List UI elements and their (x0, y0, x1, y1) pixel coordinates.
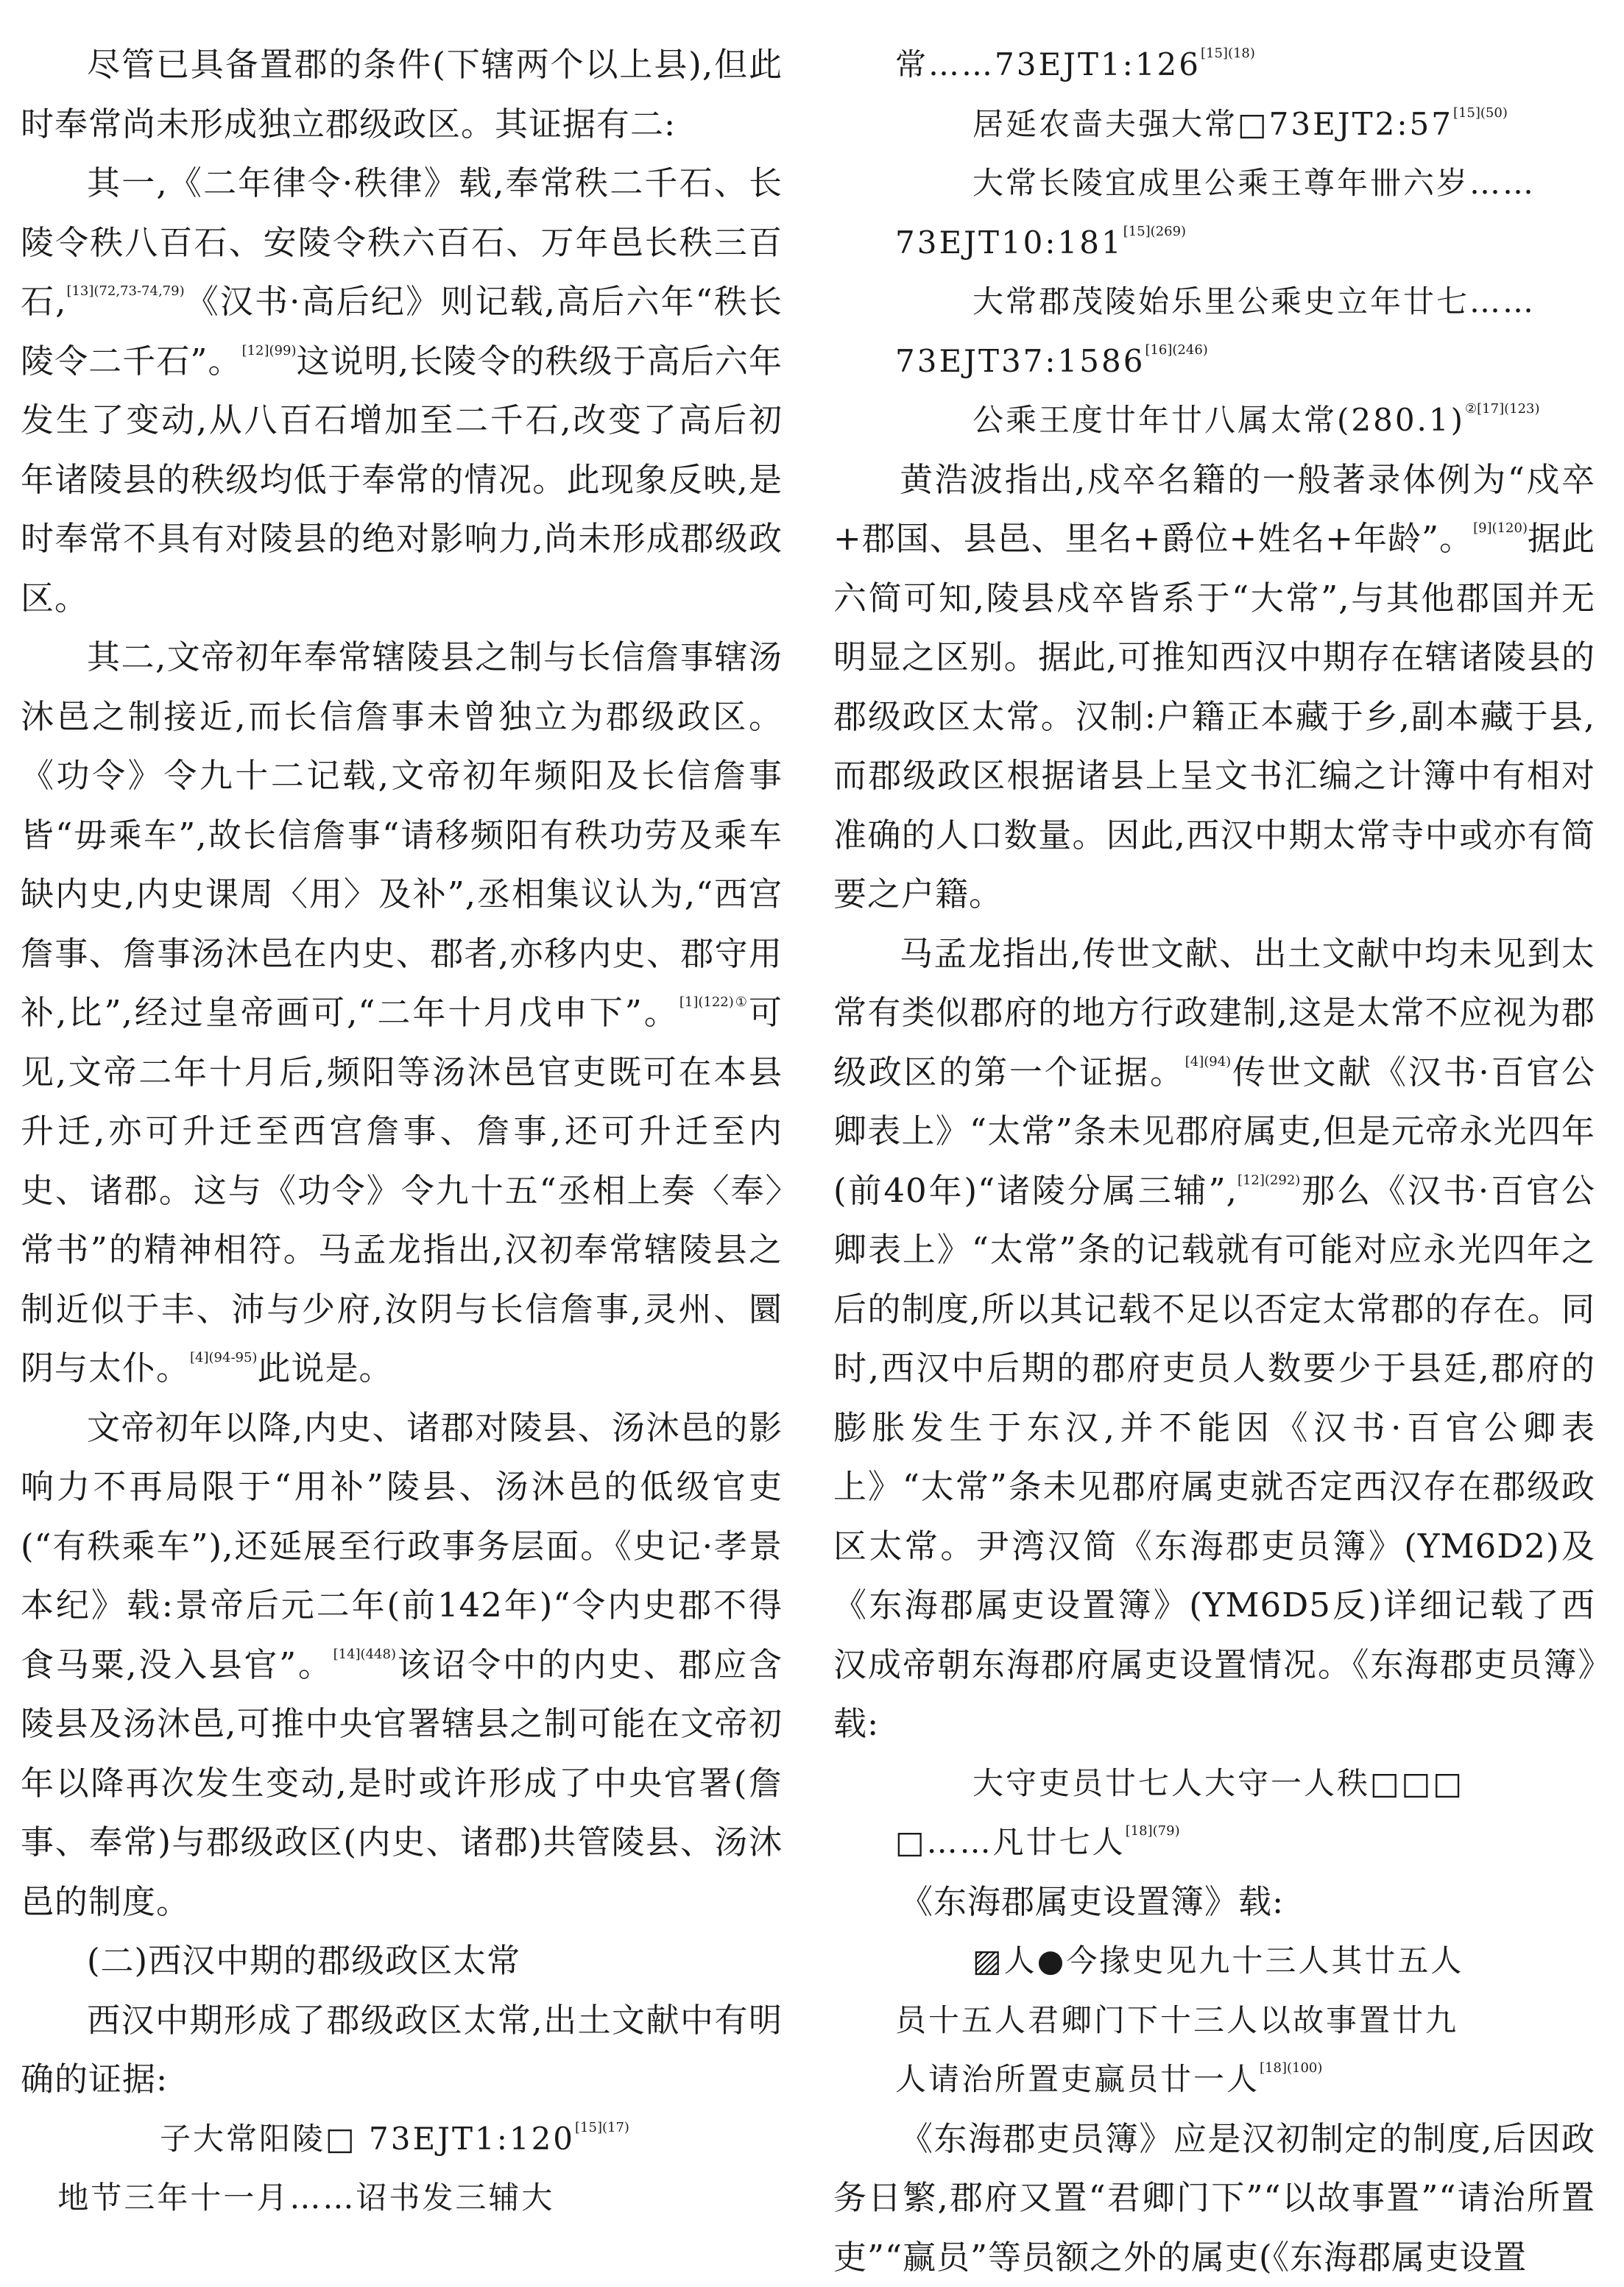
quoted-slip-line: 大常长陵宜成里公乘王尊年卌六岁…… (833, 154, 1595, 213)
paragraph: 其一,《二年律令·秩律》载,奉常秩二千石、长陵令秩八百石、安陵令秩六百石、万年邑长秩三百石,$^{[13](72,73-74,79)}$《汉书·高后纪》则记载,高后六年“秩长陵令二千石”。$^{[12](99)}$这说明,长陵令的秩级于高后六年发生了变动,从八百石增加至二千石,改变了高后初年诸陵县的秩级均低于奉常的情况。此现象反映,是时奉常不具有对陵县的绝对影响力,尚未形成郡级政区。 (21, 154, 783, 628)
citation-superscript: [15](17) (575, 2120, 629, 2135)
citation-superscript: [12](292) (1238, 1173, 1300, 1188)
paragraph: 其二,文帝初年奉常辖陵县之制与长信詹事辖汤沐邑之制接近,而长信詹事未曾独立为郡级政区。《功令》令九十二记载,文帝初年频阳及长信詹事皆“毋乘车”,故长信詹事“请移频阳有秩功劳及乘车缺内史,内史课周〈用〉及补”,丞相集议认为,“西宫詹事、詹事汤沐邑在内史、郡者,亦移内史、郡守用补,比”,经过皇帝画可,“二年十月戊申下”。$^{[1](122)①}$可见,文帝二年十月后,频阳等汤沐邑官吏既可在本县升迁,亦可升迁至西宫詹事、詹事,还可升迁至内史、诸郡。这与《功令》令九十五“丞相上奏〈奉〉常书”的精神相符。马孟龙指出,汉初奉常辖陵县之制近似于丰、沛与少府,汝阴与长信詹事,灵州、圜阴与太仆。$^{[4](94-95)}$此说是。 (21, 628, 783, 1399)
quoted-slip-line: 子大常阳陵□ $73EJT1:120^{[15](17)}$ (21, 2110, 783, 2169)
quoted-slip-line: 地节三年十一月……诏书发三辅大 (21, 2168, 783, 2228)
citation-superscript: [15](18) (1201, 46, 1255, 61)
quoted-slip-line: $73EJT10:181^{[15](269)}$ (833, 213, 1595, 273)
section-heading: (二)西汉中期的郡级政区太常 (21, 1931, 783, 1991)
citation-superscript: [15](269) (1123, 224, 1186, 239)
citation-superscript: ②[17](123) (1465, 401, 1540, 417)
quoted-slip-line: 员十五人君卿门下十三人以故事置廿九 (833, 1991, 1595, 2051)
quoted-slip-line: $73EJT37:1586^{[16](246)}$ (833, 332, 1595, 392)
citation-superscript: [18](100) (1260, 2060, 1322, 2076)
quoted-slip-line: □……凡廿七人$^{[18](79)}$ (833, 1813, 1595, 1873)
quoted-slip-line: 大常郡茂陵始乐里公乘史立年廿七…… (833, 272, 1595, 332)
paragraph: 黄浩波指出,戍卒名籍的一般著录体例为“戍卒+郡国、县邑、里名+爵位+姓名+年龄”。$^{[9](120)}$据此六简可知,陵县戍卒皆系于“大常”,与其他郡国并无明显之区别。据此,可推知西汉中期存在辖诸陵县的郡级政区太常。汉制:户籍正本藏于乡,副本藏于县,而郡级政区根据诸县上呈文书汇编之计簿中有相对准确的人口数量。因此,西汉中期太常寺中或亦有简要之户籍。 (833, 450, 1595, 925)
citation-superscript: [12](99) (242, 343, 297, 358)
quoted-slip-line: ▨人●今掾史见九十三人其廿五人 (833, 1931, 1595, 1991)
quoted-slip-line: 常$\dots\dots 73EJT1:126^{[15](18)}$ (833, 35, 1595, 95)
section-heading: 《东海郡属吏设置簿》载: (833, 1873, 1595, 1932)
quoted-slip-line: 居延农啬夫强大常$□73EJT2:57^{[15](50)}$ (833, 95, 1595, 155)
citation-superscript: [9](120) (1473, 520, 1528, 536)
paragraph: 文帝初年以降,内史、诸郡对陵县、汤沐邑的影响力不再局限于“用补”陵县、汤沐邑的低级官吏(“有秩乘车”),还延展至行政事务层面。《史记·孝景本纪》载:景帝后元二年(前142年)“令内史郡不得食马粟,没入县官”。$^{[14](448)}$该诏令中的内史、郡应含陵县及汤沐邑,可推中央官署辖县之制可能在文帝初年以降再次发生变动,是时或许形成了中央官署(詹事、奉常)与郡级政区(内史、诸郡)共管陵县、汤沐邑的制度。 (21, 1399, 783, 1932)
paragraph: 《东海郡吏员簿》应是汉初制定的制度,后因政务日繁,郡府又置“君卿门下”“以故事置”“请治所置吏”“赢员”等员额之外的属吏(《东海郡属吏设置 (833, 2110, 1595, 2287)
left-column (21, 35, 783, 2228)
citation-superscript: [14](448) (333, 1647, 396, 1662)
citation-superscript: [18](79) (1126, 1823, 1180, 1839)
quoted-slip-line: 人请治所置吏赢员廿一人$^{[18](100)}$ (833, 2050, 1595, 2110)
citation-superscript: [16](246) (1145, 342, 1207, 358)
right-column (833, 35, 1595, 2287)
quoted-slip-line: 公乘王度廿年廿八属太常$(280.1)^{②[17](123)}$ (833, 391, 1595, 450)
citation-superscript: [1](122)① (679, 994, 749, 1010)
quoted-slip-line: 大守吏员廿七人大守一人秩□□□ (833, 1754, 1595, 1814)
citation-superscript: [4](94-95) (190, 1350, 257, 1365)
paragraph: 西汉中期形成了郡级政区太常,出土文献中有明确的证据: (21, 1991, 783, 2110)
paragraph: 马孟龙指出,传世文献、出土文献中均未见到太常有类似郡府的地方行政建制,这是太常不应视为郡级政区的第一个证据。$^{[4](94)}$传世文献《汉书·百官公卿表上》“太常”条未见郡府属吏,但是元帝永光四年(前40年)“诸陵分属三辅”,$^{[12](292)}$那么《汉书·百官公卿表上》“太常”条的记载就有可能对应永光四年之后的制度,所以其记载不足以否定太常郡的存在。同时,西汉中后期的郡府吏员人数要少于县廷,郡府的膨胀发生于东汉,并不能因《汉书·百官公卿表上》“太常”条未见郡府属吏就否定西汉存在郡级政区太常。尹湾汉简《东海郡吏员簿》(YM6D2)及《东海郡属吏设置簿》(YM6D5反)详细记载了西汉成帝朝东海郡府属吏设置情况。《东海郡吏员簿》载: (833, 925, 1595, 1754)
citation-superscript: [15](50) (1453, 105, 1508, 121)
citation-superscript: [4](94) (1185, 1054, 1231, 1070)
paragraph: 尽管已具备置郡的条件(下辖两个以上县),但此时奉常尚未形成独立郡级政区。其证据有二: (21, 35, 783, 154)
citation-superscript: [13](72,73-74,79) (66, 283, 184, 299)
